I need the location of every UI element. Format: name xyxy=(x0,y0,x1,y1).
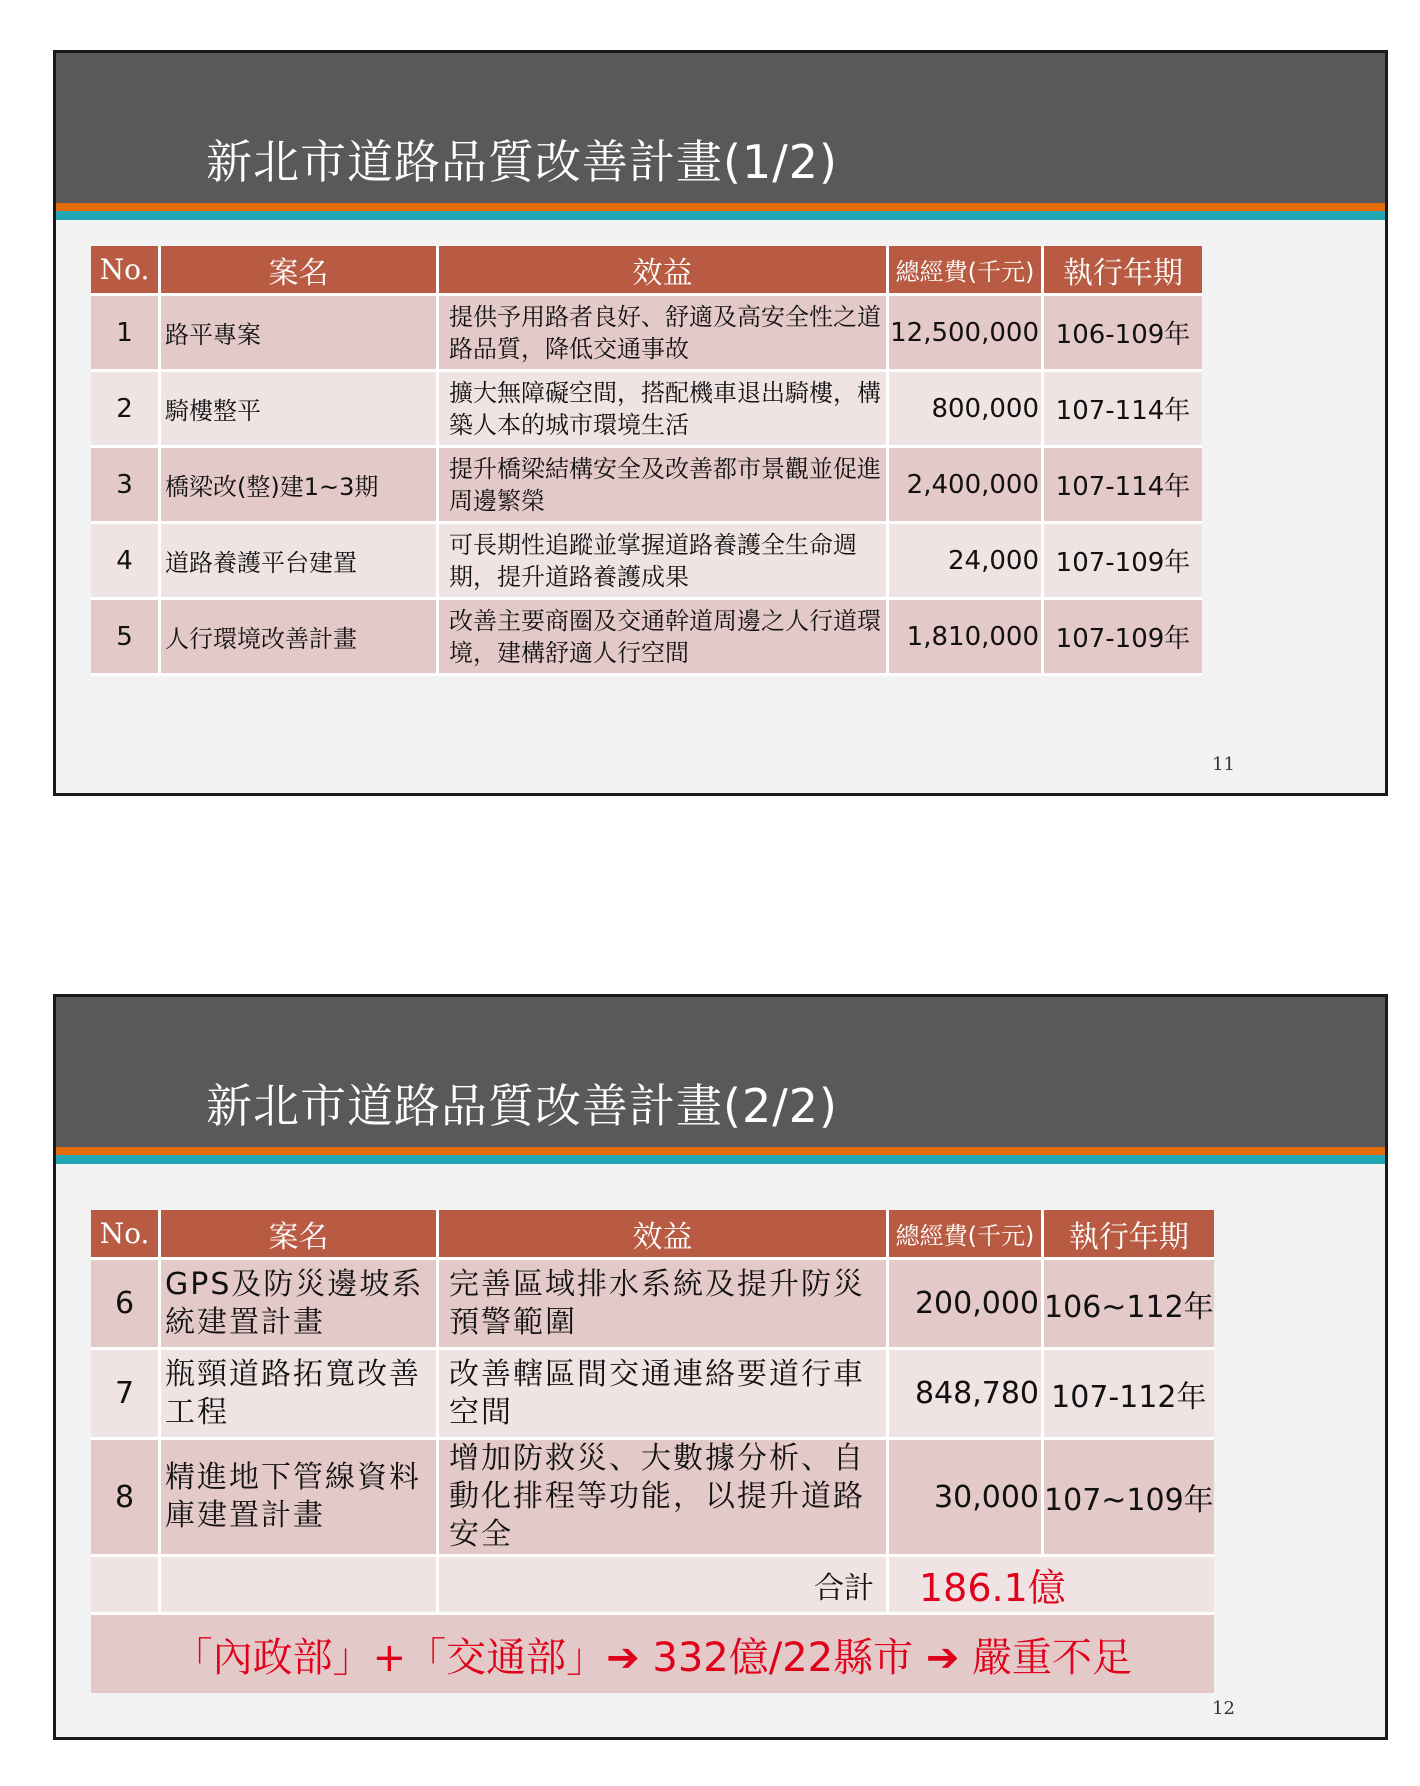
total-value: 186.1億 xyxy=(889,1557,1214,1615)
cell-name: 路平專案 xyxy=(161,296,439,372)
table-header-row xyxy=(91,246,1202,296)
cell-cost: 24,000 xyxy=(889,524,1044,600)
slogan-row xyxy=(91,1615,1214,1693)
cell-period: 106~112年 xyxy=(1044,1260,1214,1350)
cell-name: 道路養護平台建置 xyxy=(161,524,439,600)
cell-name: 騎樓整平 xyxy=(161,372,439,448)
cell-benefit: 可長期性追蹤並掌握道路養護全生命週期，提升道路養護成果 xyxy=(439,524,889,600)
cell-no: 2 xyxy=(91,372,161,448)
total-row xyxy=(91,1557,1214,1615)
table-row xyxy=(91,296,1202,372)
table-row xyxy=(91,524,1202,600)
header-no: No. xyxy=(91,246,161,296)
cell-no: 3 xyxy=(91,448,161,524)
header-cost: 總經費(千元) xyxy=(889,246,1044,296)
table-row xyxy=(91,1440,1214,1557)
table-row xyxy=(91,600,1202,676)
project-table xyxy=(91,246,1202,676)
slogan-text: 「內政部」+「交通部」➔ 332億/22縣市 ➔ 嚴重不足 xyxy=(91,1615,1214,1693)
cell-name: GPS及防災邊坡系統建置計畫 xyxy=(161,1260,439,1350)
cell-period: 107~109年 xyxy=(1044,1440,1214,1557)
cell-cost: 1,810,000 xyxy=(889,600,1044,676)
cell-no: 5 xyxy=(91,600,161,676)
cell-cost: 30,000 xyxy=(889,1440,1044,1557)
header-no: No. xyxy=(91,1210,161,1260)
cell-cost: 200,000 xyxy=(889,1260,1044,1350)
cell-name: 橋梁改(整)建1~3期 xyxy=(161,448,439,524)
header-name: 案名 xyxy=(161,1210,439,1260)
cell-benefit: 改善主要商圈及交通幹道周邊之人行道環境，建構舒適人行空間 xyxy=(439,600,889,676)
header-period: 執行年期 xyxy=(1044,1210,1214,1260)
cell-period: 106-109年 xyxy=(1044,296,1202,372)
cell-no: 4 xyxy=(91,524,161,600)
project-table xyxy=(91,1210,1214,1693)
cell-cost: 848,780 xyxy=(889,1350,1044,1440)
slide-1 xyxy=(53,50,1388,796)
header-period: 執行年期 xyxy=(1044,246,1202,296)
cell-name: 精進地下管線資料庫建置計畫 xyxy=(161,1440,439,1557)
header-cost: 總經費(千元) xyxy=(889,1210,1044,1260)
cell-benefit: 改善轄區間交通連絡要道行車空間 xyxy=(439,1350,889,1440)
accent-stripe-orange xyxy=(56,1147,1385,1155)
table-row xyxy=(91,448,1202,524)
cell-benefit: 提升橋梁結構安全及改善都市景觀並促進周邊繁榮 xyxy=(439,448,889,524)
total-label: 合計 xyxy=(439,1557,889,1615)
accent-stripe-teal xyxy=(56,211,1385,220)
cell-name: 人行環境改善計畫 xyxy=(161,600,439,676)
cell-no: 8 xyxy=(91,1440,161,1557)
table-header-row xyxy=(91,1210,1214,1260)
accent-stripe-orange xyxy=(56,203,1385,211)
cell-no: 1 xyxy=(91,296,161,372)
cell-benefit: 完善區域排水系統及提升防災預警範圍 xyxy=(439,1260,889,1350)
cell-cost: 12,500,000 xyxy=(889,296,1044,372)
slide-title: 新北市道路品質改善計畫(1/2) xyxy=(206,135,838,189)
table-row xyxy=(91,1260,1214,1350)
page-number: 11 xyxy=(1212,754,1235,775)
cell-period: 107-109年 xyxy=(1044,600,1202,676)
header-benefit: 效益 xyxy=(439,1210,889,1260)
slide-title: 新北市道路品質改善計畫(2/2) xyxy=(206,1079,838,1133)
slide-2 xyxy=(53,994,1388,1740)
cell-cost: 2,400,000 xyxy=(889,448,1044,524)
cell-cost: 800,000 xyxy=(889,372,1044,448)
cell-period: 107-114年 xyxy=(1044,372,1202,448)
header-name: 案名 xyxy=(161,246,439,296)
cell-no: 7 xyxy=(91,1350,161,1440)
cell-empty xyxy=(91,1557,161,1615)
cell-benefit: 擴大無障礙空間，搭配機車退出騎樓，構築人本的城市環境生活 xyxy=(439,372,889,448)
cell-period: 107-109年 xyxy=(1044,524,1202,600)
table-row xyxy=(91,372,1202,448)
page-number: 12 xyxy=(1212,1698,1235,1719)
header-benefit: 效益 xyxy=(439,246,889,296)
cell-period: 107-112年 xyxy=(1044,1350,1214,1440)
table-row xyxy=(91,1350,1214,1440)
cell-period: 107-114年 xyxy=(1044,448,1202,524)
cell-benefit: 增加防救災、大數據分析、自動化排程等功能，以提升道路安全 xyxy=(439,1440,889,1557)
cell-no: 6 xyxy=(91,1260,161,1350)
cell-benefit: 提供予用路者良好、舒適及高安全性之道路品質，降低交通事故 xyxy=(439,296,889,372)
cell-name: 瓶頸道路拓寬改善工程 xyxy=(161,1350,439,1440)
cell-empty xyxy=(161,1557,439,1615)
accent-stripe-teal xyxy=(56,1155,1385,1164)
